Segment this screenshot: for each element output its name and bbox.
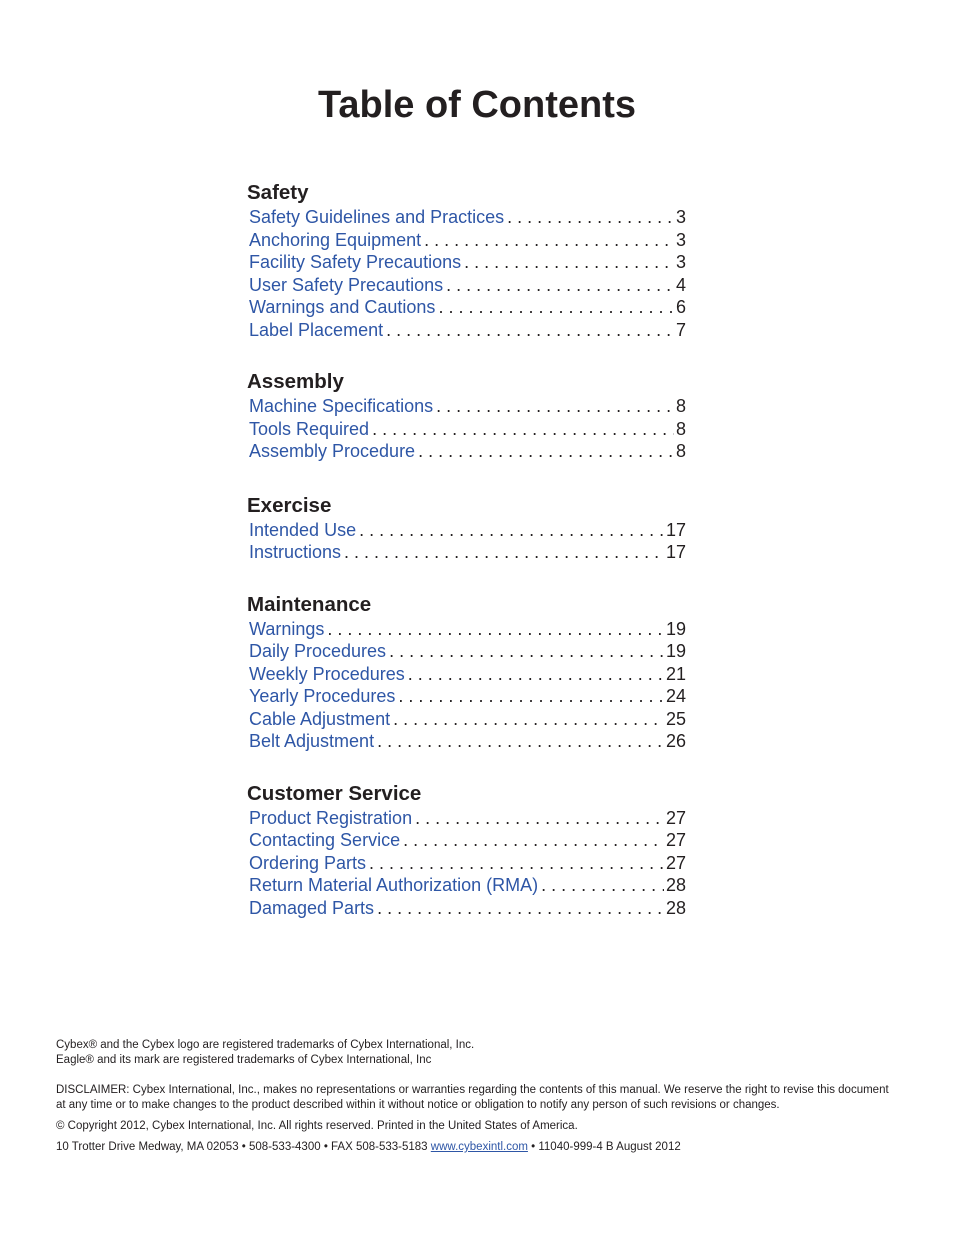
toc-entry[interactable]	[247, 251, 686, 274]
toc-entry-page: 8	[675, 441, 686, 461]
dot-leader	[341, 541, 664, 564]
toc-entry-page: 28	[665, 897, 686, 918]
dot-leader	[390, 708, 664, 731]
toc-entry-page: 8	[675, 396, 686, 416]
dot-leader	[374, 897, 664, 920]
toc-entry[interactable]	[247, 730, 686, 753]
dot-leader	[435, 296, 674, 319]
toc-entry-page: 3	[675, 229, 686, 250]
toc-entry-title[interactable]: Daily Procedures	[249, 641, 387, 661]
dot-leader	[461, 251, 674, 274]
toc-entry-title[interactable]: Belt Adjustment	[249, 731, 375, 751]
toc-entry[interactable]	[247, 296, 686, 319]
dot-leader	[504, 206, 674, 229]
toc-entry-title[interactable]: Yearly Procedures	[249, 686, 396, 706]
section-heading: Assembly	[247, 370, 344, 393]
toc-entry[interactable]	[247, 274, 686, 297]
toc-entry-title[interactable]: Tools Required	[249, 418, 370, 439]
toc-entry-page: 19	[665, 641, 686, 661]
toc-entry-title[interactable]: Label Placement	[249, 319, 384, 340]
toc-section-customer-service	[247, 781, 687, 920]
dot-leader	[412, 807, 664, 830]
toc-section-safety	[247, 180, 687, 341]
dot-leader	[369, 418, 674, 441]
document-id: • 11040-999-4 B August 2012	[531, 1141, 681, 1153]
toc-entry-page: 17	[665, 519, 686, 540]
toc-entry-page: 3	[675, 252, 686, 272]
copyright: © Copyright 2012, Cybex International, Inc. All rights reserved. Printed in the United States of America.	[56, 1120, 578, 1132]
toc-entry-page: 27	[665, 852, 686, 873]
toc-entry-page: 25	[665, 708, 686, 729]
toc-entry-title[interactable]: Anchoring Equipment	[249, 229, 422, 250]
toc-entry-title[interactable]: Warnings and Cautions	[249, 297, 436, 317]
toc-entry[interactable]	[247, 541, 686, 564]
table-of-contents	[247, 180, 687, 947]
page-footer	[56, 1038, 896, 1155]
toc-entry[interactable]	[247, 663, 686, 686]
toc-entry-title[interactable]: Facility Safety Precautions	[249, 252, 462, 272]
toc-entry[interactable]	[247, 229, 686, 252]
section-heading: Maintenance	[247, 592, 372, 616]
toc-entry-page: 26	[665, 731, 686, 751]
dot-leader	[374, 730, 664, 753]
toc-entry[interactable]	[247, 807, 686, 830]
toc-entry-title[interactable]: Machine Specifications	[249, 396, 434, 416]
contact-line	[56, 1140, 896, 1155]
toc-entry-page: 8	[675, 418, 686, 439]
toc-entry-page: 17	[665, 542, 686, 562]
toc-section-assembly	[247, 369, 687, 463]
toc-entry-title[interactable]: Cable Adjustment	[249, 708, 391, 729]
dot-leader	[443, 274, 674, 297]
toc-entry-page: 19	[665, 618, 686, 639]
dot-leader	[386, 640, 664, 663]
toc-entry[interactable]	[247, 440, 686, 463]
address: 10 Trotter Drive Medway, MA 02053 • 508-533-4300 • FAX 508-533-5183	[56, 1141, 428, 1153]
toc-entry[interactable]	[247, 206, 686, 229]
toc-entry-title[interactable]: Intended Use	[249, 519, 357, 540]
toc-entry-title[interactable]: Damaged Parts	[249, 897, 375, 918]
toc-entry[interactable]	[247, 519, 686, 542]
toc-entry[interactable]	[247, 685, 686, 708]
dot-leader	[405, 663, 664, 686]
toc-entry-page: 27	[665, 807, 686, 828]
toc-entry[interactable]	[247, 640, 686, 663]
toc-entry-page: 3	[675, 207, 686, 227]
toc-entry-title[interactable]: Contacting Service	[249, 830, 401, 850]
toc-entry-page: 21	[665, 663, 686, 684]
toc-entry-title[interactable]: User Safety Precautions	[249, 274, 444, 295]
toc-entry[interactable]	[247, 319, 686, 342]
toc-entry[interactable]	[247, 708, 686, 731]
section-heading: Exercise	[247, 493, 332, 517]
spacer	[56, 1068, 896, 1083]
dot-leader	[433, 395, 674, 418]
toc-entry-title[interactable]: Return Material Authorization (RMA)	[249, 875, 539, 895]
toc-entry[interactable]	[247, 418, 686, 441]
trademark-notice: Eagle® and its mark are registered trademarks of Cybex International, Inc	[56, 1054, 432, 1066]
toc-entry-page: 7	[675, 319, 686, 340]
toc-entry[interactable]	[247, 897, 686, 920]
toc-entry[interactable]	[247, 395, 686, 418]
dot-leader	[395, 685, 664, 708]
toc-entry-title[interactable]: Weekly Procedures	[249, 663, 405, 684]
toc-entry-page: 4	[675, 274, 686, 295]
dot-leader	[538, 874, 664, 897]
disclaimer: DISCLAIMER: Cybex International, Inc., makes no representations or warranties regarding the contents of this manual. We reserve the right to revise this document at any time or to make changes to the product described within it without notice or obligation to notify any person of such revisions or changes.	[56, 1084, 889, 1111]
toc-entry-title[interactable]: Safety Guidelines and Practices	[249, 207, 505, 227]
page-title: Table of Contents	[317, 84, 637, 126]
toc-entry-title[interactable]: Warnings	[249, 618, 325, 639]
section-heading: Customer Service	[247, 781, 422, 805]
toc-entry[interactable]	[247, 618, 686, 641]
dot-leader	[383, 319, 674, 342]
dot-leader	[400, 829, 664, 852]
toc-section-maintenance	[247, 592, 687, 753]
website-link[interactable]: www.cybexintl.com	[430, 1141, 528, 1153]
toc-entry[interactable]	[247, 852, 686, 875]
dot-leader	[415, 440, 674, 463]
toc-entry-page: 28	[665, 875, 686, 895]
toc-entry-page: 27	[665, 830, 686, 850]
trademark-notice: Cybex® and the Cybex logo are registered trademarks of Cybex International, Inc.	[56, 1039, 475, 1051]
dot-leader	[366, 852, 664, 875]
dot-leader	[421, 229, 674, 252]
dot-leader	[324, 618, 664, 641]
toc-entry[interactable]	[247, 874, 686, 897]
toc-section-exercise	[247, 493, 687, 564]
section-heading: Safety	[247, 181, 309, 204]
toc-entry-page: 24	[665, 686, 686, 706]
toc-entry-title[interactable]: Assembly Procedure	[249, 441, 416, 461]
toc-entry[interactable]	[247, 829, 686, 852]
toc-entry-title[interactable]: Ordering Parts	[249, 852, 367, 873]
toc-entry-title[interactable]: Instructions	[249, 542, 342, 562]
toc-entry-page: 6	[675, 297, 686, 317]
toc-entry-title[interactable]: Product Registration	[249, 807, 413, 828]
dot-leader	[356, 519, 664, 542]
